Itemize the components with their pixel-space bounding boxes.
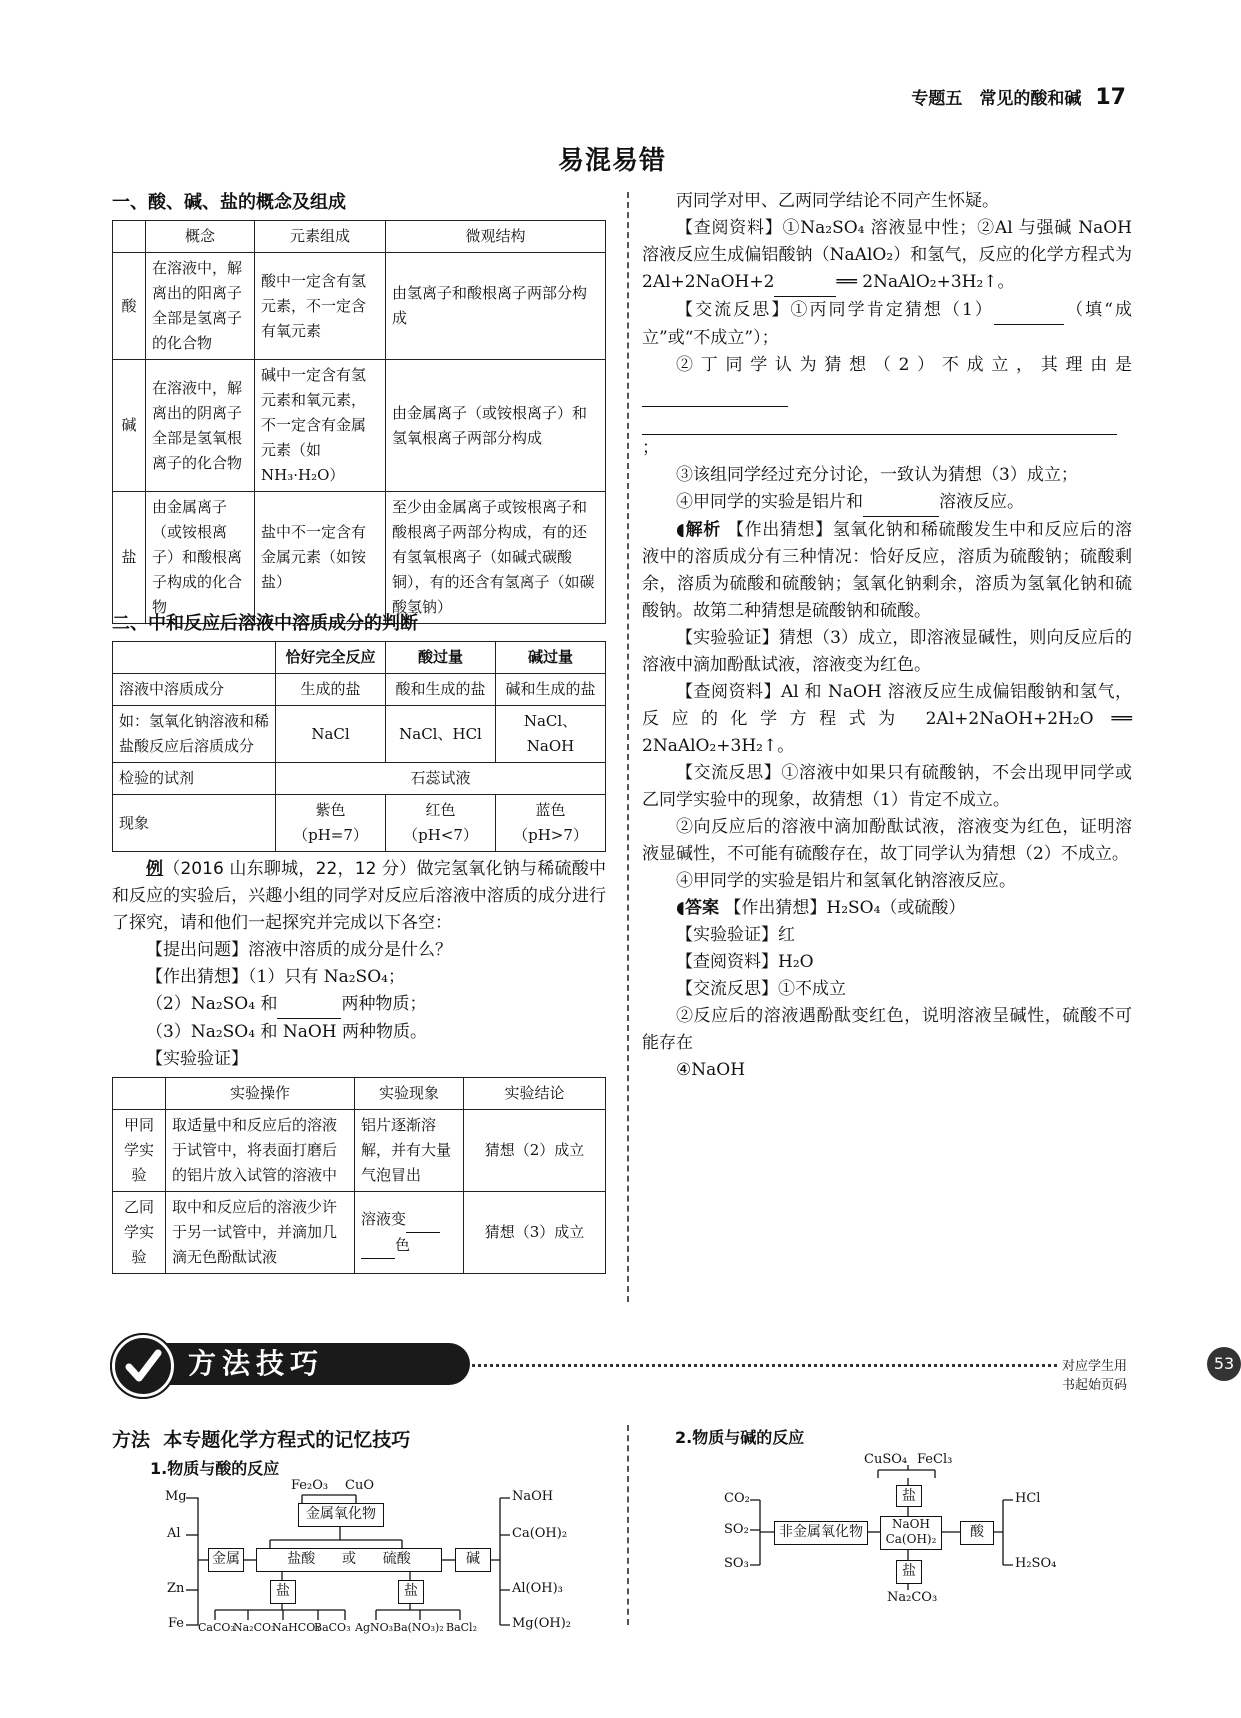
example-intro: 例（2016 山东聊城，22，12 分）做完氢氧化钠与稀硫酸中和反应的实验后，兴趣小组的同学对反应后溶液中溶质的成分进行了探究，请和他们一起探究并完成以下各空：: [112, 859, 607, 933]
metal-label: Fe: [168, 1616, 185, 1631]
topic-label: 专题五 常见的酸和碱: [911, 89, 1082, 109]
table-cell: 盐中不一定含有金属元素（如铵盐）: [255, 492, 386, 624]
table-cell: 由金属离子（或铵根离子）和氢氧根离子两部分构成: [386, 360, 606, 492]
table-cell: 石蕊试液: [276, 763, 606, 795]
answer-tag: ◖答案: [676, 898, 719, 918]
subheading: 2.物质与碱的反应: [675, 1428, 805, 1447]
acid-label: HCl: [1015, 1491, 1041, 1506]
table-cell: 由氢离子和酸根离子两部分构成: [386, 253, 606, 360]
column-header: 元素组成: [255, 221, 386, 253]
salt-label: BaCl₂: [446, 1621, 477, 1634]
analysis-para: 【实验验证】猜想（3）成立，即溶液显碱性，则向反应后的溶液中滴加酚酞试液，溶液变为红色。: [642, 628, 1132, 675]
guess-line: （2）Na₂SO₄ 和 两种物质；: [112, 991, 606, 1019]
base-label: NaOH: [512, 1489, 554, 1504]
row-label: 现象: [113, 795, 276, 852]
table-cell: 在溶液中，解离出的阳离子全部是氢离子的化合物: [146, 253, 255, 360]
column-header: 实验现象: [355, 1078, 464, 1110]
paragraph: ；: [642, 407, 1132, 462]
table-cell: 取适量中和反应后的溶液于试管中，将表面打磨后的铝片放入试管的溶液中: [166, 1110, 355, 1192]
verify-line: 【实验验证】: [146, 1049, 248, 1069]
oxide-label: CO₂: [724, 1491, 750, 1506]
column-header: 微观结构: [386, 221, 606, 253]
salt-label: CaCO₃: [198, 1621, 235, 1634]
page-number: 17: [1095, 85, 1126, 110]
reagent-label: CuSO₄: [864, 1452, 908, 1467]
row-label: 甲同学实验: [113, 1110, 166, 1192]
column-header: 实验操作: [166, 1078, 355, 1110]
guess-line: 【作出猜想】（1）只有 Na₂SO₄；: [146, 967, 405, 987]
table-cell: 生成的盐: [276, 674, 386, 706]
reagent-label: Na₂CO₃: [887, 1590, 938, 1605]
table-cell: 紫色（pH=7）: [276, 795, 386, 852]
column-header: 概念: [146, 221, 255, 253]
section-heading: 二、中和反应后溶液中溶质成分的判断: [112, 613, 418, 634]
salt-label: BaCO₃: [314, 1621, 351, 1634]
question-line: 【提出问题】溶液中溶质的成分是什么？: [146, 940, 452, 960]
table-cell: 铝片逐渐溶解，并有大量气泡冒出: [355, 1110, 464, 1192]
table-cell: 蓝色（pH>7）: [496, 795, 606, 852]
table-cell: 碱中一定含有氢元素和氧元素，不一定含有金属元素（如 NH₃·H₂O）: [255, 360, 386, 492]
row-label: 碱: [113, 360, 146, 492]
paragraph: ④甲同学的实验是铝片和 溶液反应。: [642, 489, 1132, 517]
table-cell: 至少由金属离子或铵根离子和酸根离子两部分构成，有的还有氢氧根离子（如碱式碳酸铜），有的还含有氢离子（如碳酸氢钠）: [386, 492, 606, 624]
column-header: 实验结论: [464, 1078, 606, 1110]
guess-line: （3）Na₂SO₄ 和 NaOH 两种物质。: [146, 1022, 428, 1042]
paragraph: 丙同学对甲、乙两同学结论不同产生怀疑。: [676, 191, 999, 211]
salt-box: 盐: [896, 1485, 922, 1507]
answer-para: ④NaOH: [676, 1060, 746, 1080]
base-label: Mg(OH)₂: [512, 1616, 571, 1631]
salt-box: 盐: [896, 1560, 922, 1584]
paragraph: ③该组同学经过充分讨论，一致认为猜想（3）成立；: [676, 465, 1078, 485]
example-source: （2016 山东聊城，22，12 分）: [163, 859, 417, 879]
answer-para: 【查阅资料】H₂O: [676, 952, 814, 972]
analysis-para: ◖解析 【作出猜想】氢氧化钠和稀硫酸发生中和反应后的溶液中的溶质成分有三种情况：恰好反应，溶质为硫酸钠；硫酸剩余，溶质为硫酸和硫酸钠；氢氧化钠剩余，溶质为氢氧化钠和硫酸钠。故第二种猜想是硫酸钠和硫酸。: [642, 520, 1133, 621]
salt-label: Ba(NO₃)₂: [393, 1621, 444, 1634]
table-cell: NaCl: [276, 706, 386, 763]
analysis-para: 【交流反思】①溶液中如果只有硫酸钠，不会出现甲同学或乙同学实验中的现象，故猜想（1）肯定不成立。: [642, 763, 1132, 810]
oxide-label: SO₂: [724, 1522, 749, 1537]
paragraph: 【交流反思】①丙同学肯定猜想（1） （填“成立”或“不成立”）；: [642, 297, 1132, 352]
banner-title: 方法技巧: [150, 1343, 470, 1385]
student-book-page: 53: [1207, 1347, 1241, 1381]
table-cell: 猜想（3）成立: [464, 1192, 606, 1274]
answer-para: 【实验验证】红: [676, 925, 795, 945]
table-cell: 取中和反应后的溶液少许于另一试管中，并滴加几滴无色酚酞试液: [166, 1192, 355, 1274]
base-box: 碱: [455, 1548, 491, 1572]
oxide-label: CuO: [345, 1478, 374, 1493]
salt-box: 盐: [398, 1580, 424, 1604]
acid-box: 盐酸 或 硫酸: [256, 1548, 442, 1572]
oxide-label: SO₃: [724, 1556, 749, 1571]
example-tag: 例: [146, 859, 164, 879]
metal-oxide-box: 金属氧化物: [298, 1503, 384, 1527]
table-cell: 酸和生成的盐: [386, 674, 496, 706]
subheading: 1.物质与酸的反应: [150, 1459, 280, 1478]
metal-label: Zn: [167, 1581, 185, 1596]
base-box: NaOH Ca(OH)₂: [880, 1516, 942, 1550]
student-book-ref: 对应学生用书起始页码: [1062, 1359, 1128, 1393]
table-cell: 碱和生成的盐: [496, 674, 606, 706]
oxide-label: Fe₂O₃: [291, 1478, 329, 1493]
answer-para: ②反应后的溶液遇酚酞变红色，说明溶液呈碱性，硫酸不可能存在: [642, 1006, 1132, 1053]
answer-para: 【交流反思】①不成立: [676, 979, 846, 999]
analysis-para: ④甲同学的实验是铝片和氢氧化钠溶液反应。: [676, 871, 1016, 891]
base-label: Ca(OH)₂: [512, 1526, 568, 1541]
row-label: 乙同学实验: [113, 1192, 166, 1274]
salt-label: NaHCO₃: [272, 1621, 320, 1634]
row-label: 盐: [113, 492, 146, 624]
nonmetal-oxide-box: 非金属氧化物: [774, 1521, 868, 1545]
row-label: 如：氢氧化钠溶液和稀盐酸反应后溶质成分: [113, 706, 276, 763]
row-label: 酸: [113, 253, 146, 360]
column-header: 碱过量: [496, 642, 606, 674]
checkmark-icon: [112, 1335, 174, 1397]
salt-label: AgNO₃: [355, 1621, 394, 1634]
reagent-label: FeCl₃: [917, 1452, 953, 1467]
metal-label: Mg: [165, 1489, 187, 1504]
analysis-tag: ◖解析: [676, 520, 721, 540]
table-cell: 溶液变 色: [355, 1192, 464, 1274]
paragraph: ②丁同学认为猜想（2）不成立，其理由是: [642, 352, 1132, 407]
table-cell: NaCl、HCl: [386, 706, 496, 763]
table-cell: NaCl、NaOH: [496, 706, 606, 763]
column-header: 恰好完全反应: [276, 642, 386, 674]
analysis-para: ②向反应后的溶液中滴加酚酞试液，溶液变为红色，证明溶液显碱性，不可能有硫酸存在，故丁同学认为猜想（2）不成立。: [642, 817, 1132, 864]
metal-label: Al: [167, 1526, 181, 1541]
table-cell: 猜想（2）成立: [464, 1110, 606, 1192]
method-heading: 方法 本专题化学方程式的记忆技巧: [112, 1429, 411, 1451]
page-title: 易混易错: [557, 146, 666, 176]
metal-box: 金属: [208, 1548, 244, 1572]
analysis-para: 【查阅资料】Al 和 NaOH 溶液反应生成偏铝酸钠和氢气，反应的化学方程式为 2Al+2NaOH+2H₂O ══ 2NaAlO₂+3H₂↑。: [642, 682, 1132, 756]
table-cell: 酸中一定含有氢元素，不一定含有氧元素: [255, 253, 386, 360]
table-cell: 在溶液中，解离出的阴离子全部是氢氧根离子的化合物: [146, 360, 255, 492]
row-label: 检验的试剂: [113, 763, 276, 795]
paragraph: 【查阅资料】①Na₂SO₄ 溶液显中性；②Al 与强碱 NaOH 溶液反应生成偏铝酸钠（NaAlO₂）和氢气，反应的化学方程式为 2Al+2NaOH+2 ══ 2NaAlO₂+3H₂↑。: [642, 215, 1132, 297]
section-heading: 一、酸、碱、盐的概念及组成: [112, 192, 346, 213]
answer-para: ◖答案 【作出猜想】H₂SO₄（或硫酸）: [676, 898, 966, 918]
table-cell: 红色（pH<7）: [386, 795, 496, 852]
salt-label: Na₂CO₃: [233, 1621, 276, 1634]
acid-label: H₂SO₄: [1015, 1556, 1057, 1571]
row-label: 溶液中溶质成分: [113, 674, 276, 706]
table-cell: 由金属离子（或铵根离子）和酸根离子构成的化合物: [146, 492, 255, 624]
column-header: 酸过量: [386, 642, 496, 674]
base-label: Al(OH)₃: [512, 1581, 563, 1596]
salt-box: 盐: [270, 1580, 296, 1604]
acid-box: 酸: [960, 1521, 994, 1545]
